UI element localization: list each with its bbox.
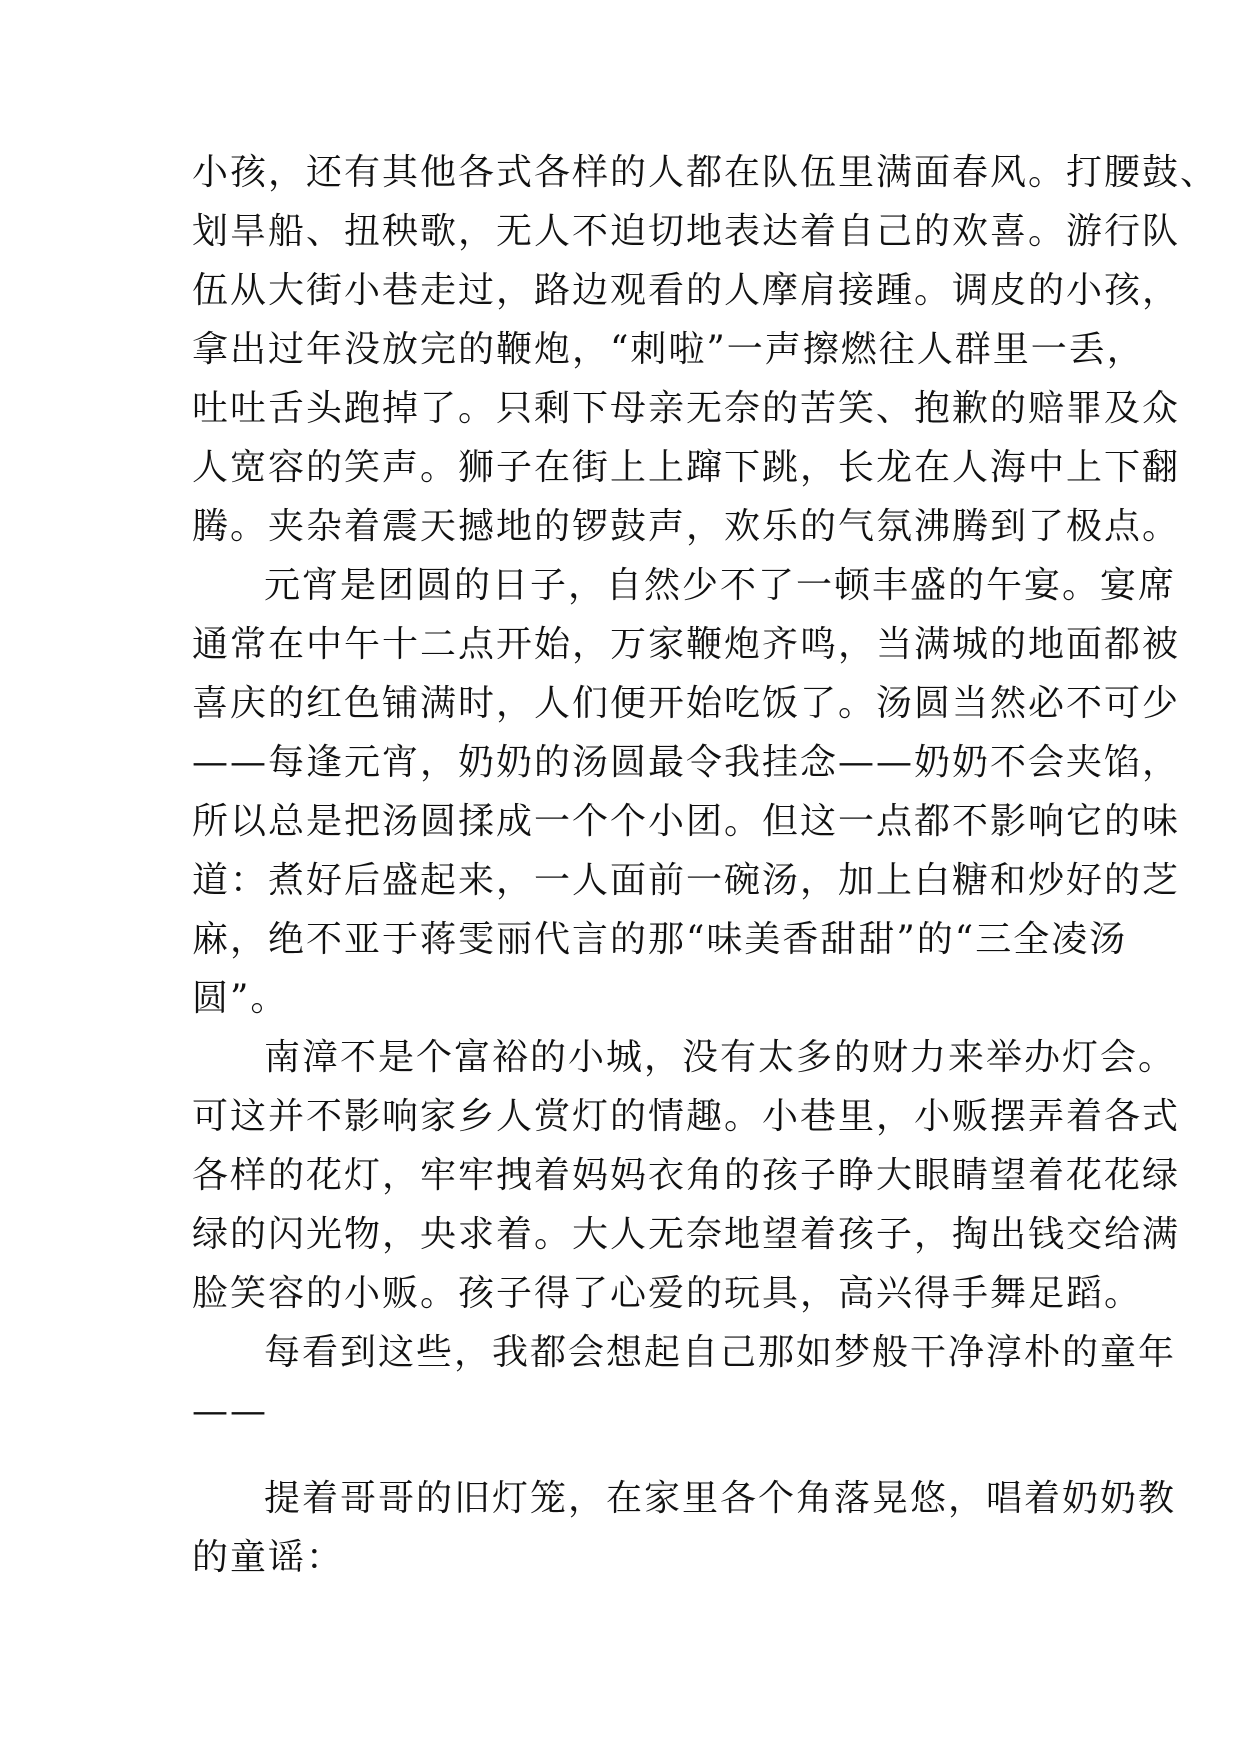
text-line: 麻，绝不亚于蒋雯丽代言的那“味美香甜甜”的“三全凌汤 — [192, 919, 1128, 960]
paragraph-start-line: 每看到这些，我都会想起自己那如梦般干净淳朴的童年 — [264, 1332, 1177, 1373]
text-line: 可这并不影响家乡人赏灯的情趣。小巷里，小贩摆弄着各式 — [192, 1096, 1181, 1137]
text-line: 腾。夹杂着震天撼地的锣鼓声，欢乐的气氛沸腾到了极点。 — [192, 506, 1181, 547]
paragraph-spacer — [192, 1441, 1072, 1469]
paragraph-start-line: 提着哥哥的旧灯笼，在家里各个角落晃悠，唱着奶奶教 — [264, 1478, 1177, 1519]
text-line: —— — [192, 1391, 268, 1432]
text-line: 喜庆的红色铺满时，人们便开始吃饭了。汤圆当然必不可少 — [192, 683, 1181, 724]
document-body — [192, 143, 1219, 1587]
paragraph-start-line: 南漳不是个富裕的小城，没有太多的财力来举办灯会。 — [264, 1037, 1177, 1078]
text-line: 道：煮好后盛起来，一人面前一碗汤，加上白糖和炒好的芝 — [192, 860, 1181, 901]
paragraph-start-line: 元宵是团圆的日子，自然少不了一顿丰盛的午宴。宴席 — [264, 565, 1177, 606]
text-line: 伍从大街小巷走过，路边观看的人摩肩接踵。调皮的小孩， — [192, 270, 1181, 311]
text-line: 吐吐舌头跑掉了。只剩下母亲无奈的苦笑、抱歉的赔罪及众 — [192, 388, 1181, 429]
text-line: 的童谣： — [192, 1537, 345, 1578]
text-line: ——每逢元宵，奶奶的汤圆最令我挂念——奶奶不会夹馅， — [192, 742, 1181, 783]
text-line: 所以总是把汤圆揉成一个个小团。但这一点都不影响它的味 — [192, 801, 1181, 842]
text-line: 绿的闪光物，央求着。大人无奈地望着孩子，掏出钱交给满 — [192, 1214, 1181, 1255]
text-line: 小孩，还有其他各式各样的人都在队伍里满面春风。打腰鼓、 — [192, 152, 1219, 193]
text-line: 人宽容的笑声。狮子在街上上蹿下跳，长龙在人海中上下翻 — [192, 447, 1181, 488]
text-line: 拿出过年没放完的鞭炮，“刺啦”一声擦燃往人群里一丢， — [192, 329, 1145, 370]
text-line: 划旱船、扭秧歌，无人不迫切地表达着自己的欢喜。游行队 — [192, 211, 1181, 252]
text-line: 脸笑容的小贩。孩子得了心爱的玩具，高兴得手舞足蹈。 — [192, 1273, 1143, 1314]
text-line: 通常在中午十二点开始，万家鞭炮齐鸣，当满城的地面都被 — [192, 624, 1181, 665]
text-line: 各样的花灯，牢牢拽着妈妈衣角的孩子睁大眼睛望着花花绿 — [192, 1155, 1181, 1196]
text-line: 圆”。 — [192, 978, 289, 1019]
